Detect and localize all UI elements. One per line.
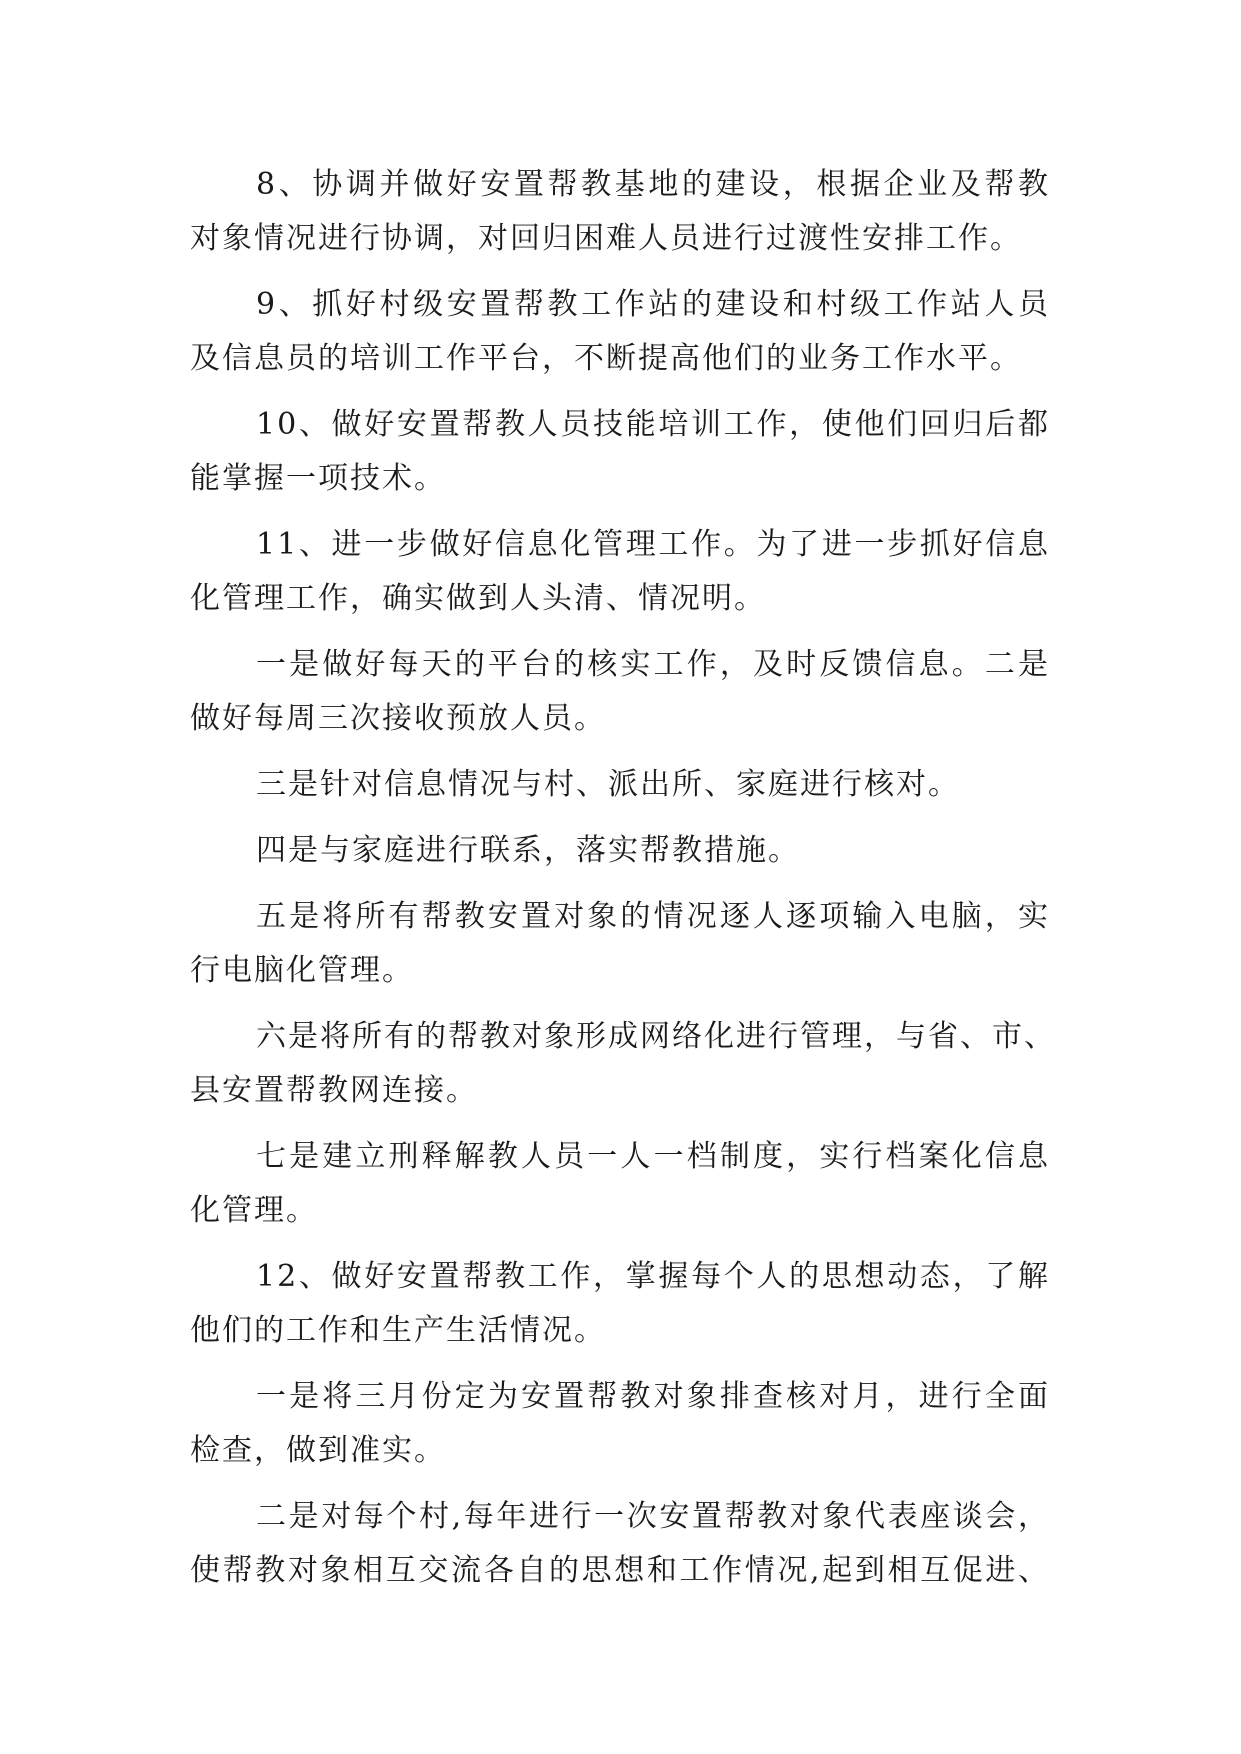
paragraph-point-3: [190, 758, 1050, 812]
text-line: 县安置帮教网连接。: [190, 1073, 478, 1108]
document-body: [190, 158, 1056, 1610]
paragraph-point-1: [190, 638, 1050, 746]
text-line: 检查，做到准实。: [190, 1433, 446, 1468]
text-line: 12、做好安置帮教工作，掌握每个人的思想动态，了解: [256, 1259, 1050, 1294]
text-line: 11、进一步做好信息化管理工作。为了进一步抓好信息: [256, 527, 1050, 562]
text-line: 8、协调并做好安置帮教基地的建设，根据企业及帮教: [256, 167, 1050, 202]
text-line: 四是与家庭进行联系，落实帮教措施。: [256, 833, 800, 868]
text-line: 使帮教对象相互交流各自的思想和工作情况,起到相互促进、: [190, 1553, 1050, 1588]
text-line: 化管理工作，确实做到人头清、情况明。: [190, 581, 766, 616]
paragraph-point-12-1: [190, 1370, 1050, 1478]
text-line: 行电脑化管理。: [190, 953, 414, 988]
paragraph-item-8: [190, 158, 1050, 266]
text-line: 三是针对信息情况与村、派出所、家庭进行核对。: [256, 767, 960, 802]
paragraph-item-9: [190, 278, 1050, 386]
text-line: 9、抓好村级安置帮教工作站的建设和村级工作站人员: [256, 287, 1050, 322]
text-line: 二是对每个村,每年进行一次安置帮教对象代表座谈会，: [256, 1499, 1050, 1534]
text-line: 七是建立刑释解教人员一人一档制度，实行档案化信息: [256, 1139, 1050, 1174]
paragraph-point-4: [190, 824, 1050, 878]
paragraph-point-6: [190, 1010, 1056, 1118]
text-line: 五是将所有帮教安置对象的情况逐人逐项输入电脑，实: [256, 899, 1050, 934]
text-line: 10、做好安置帮教人员技能培训工作，使他们回归后都: [256, 407, 1050, 442]
paragraph-item-10: [190, 398, 1050, 506]
paragraph-item-11: [190, 518, 1050, 626]
text-line: 做好每周三次接收预放人员。: [190, 701, 606, 736]
text-line: 六是将所有的帮教对象形成网络化进行管理，与省、市、: [256, 1019, 1056, 1054]
text-line: 及信息员的培训工作平台，不断提高他们的业务工作水平。: [190, 341, 1022, 376]
paragraph-item-12: [190, 1250, 1050, 1358]
paragraph-point-7: [190, 1130, 1050, 1238]
paragraph-point-12-2: [190, 1490, 1050, 1598]
text-line: 一是将三月份定为安置帮教对象排查核对月，进行全面: [256, 1379, 1050, 1414]
text-line: 能掌握一项技术。: [190, 461, 446, 496]
text-line: 化管理。: [190, 1193, 318, 1228]
text-line: 对象情况进行协调，对回归困难人员进行过渡性安排工作。: [190, 221, 1022, 256]
text-line: 他们的工作和生产生活情况。: [190, 1313, 606, 1348]
paragraph-point-5: [190, 890, 1050, 998]
text-line: 一是做好每天的平台的核实工作，及时反馈信息。二是: [256, 647, 1050, 682]
